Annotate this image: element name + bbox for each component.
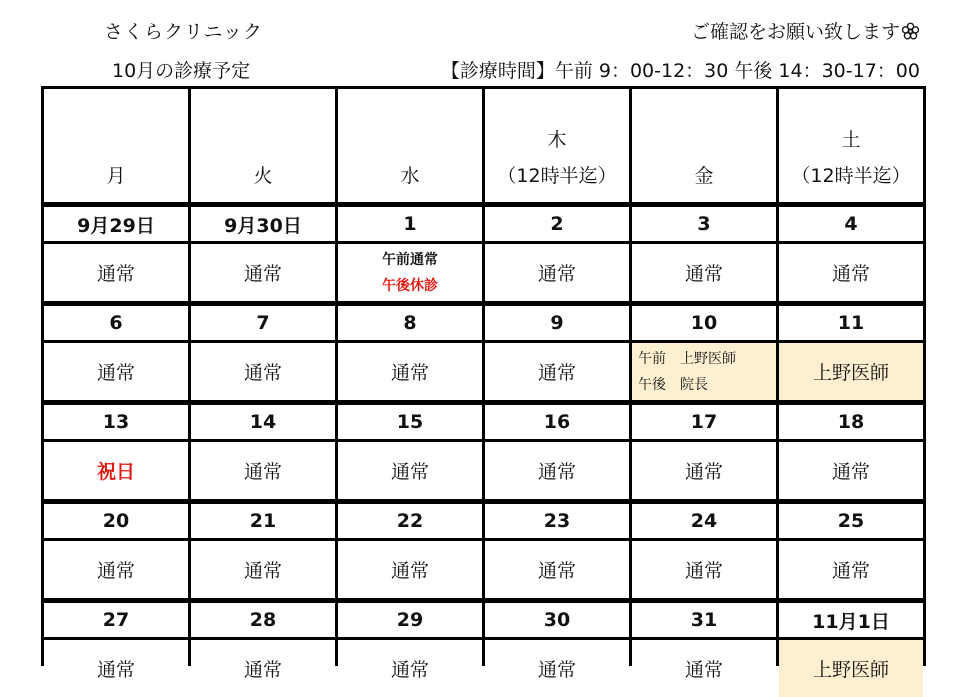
day-header-fri bbox=[632, 89, 776, 202]
status-cell: 通常 bbox=[485, 541, 629, 598]
day-name: 月 bbox=[106, 165, 126, 187]
date-cell: 13 bbox=[44, 405, 188, 439]
day-name: 土 bbox=[841, 129, 861, 151]
day-name: 金 bbox=[694, 165, 714, 187]
day-note: （12時半迄） bbox=[497, 165, 617, 187]
status-cell: 通常 bbox=[44, 244, 188, 301]
status-cell: 通常 bbox=[779, 541, 923, 598]
day-name: 木 bbox=[547, 129, 567, 151]
status-cell-split bbox=[338, 244, 482, 301]
date-cell: 7 bbox=[191, 306, 335, 340]
date-cell: 17 bbox=[632, 405, 776, 439]
date-cell: 4 bbox=[779, 207, 923, 241]
date-cell: 6 bbox=[44, 306, 188, 340]
clinic-name: さくらクリニック bbox=[104, 21, 263, 43]
pm-doctor: 午後 院長 bbox=[638, 376, 708, 393]
day-name: 火 bbox=[253, 165, 273, 187]
date-cell: 20 bbox=[44, 504, 188, 538]
date-cell: 9月30日 bbox=[191, 207, 335, 241]
day-name: 水 bbox=[400, 165, 420, 187]
flower-icon bbox=[901, 22, 920, 41]
date-cell: 18 bbox=[779, 405, 923, 439]
status-cell: 通常 bbox=[632, 244, 776, 301]
status-cell: 通常 bbox=[44, 640, 188, 697]
status-cell: 通常 bbox=[485, 640, 629, 697]
date-cell: 9月29日 bbox=[44, 207, 188, 241]
day-header-tue bbox=[191, 89, 335, 202]
date-cell: 8 bbox=[338, 306, 482, 340]
date-cell: 25 bbox=[779, 504, 923, 538]
date-cell: 28 bbox=[191, 603, 335, 637]
date-cell: 23 bbox=[485, 504, 629, 538]
date-cell: 27 bbox=[44, 603, 188, 637]
schedule-title: 10月の診療予定 bbox=[112, 60, 251, 82]
date-cell: 31 bbox=[632, 603, 776, 637]
day-note: （12時半迄） bbox=[791, 165, 911, 187]
clinic-hours: 【診療時間】午前 9：00-12：30 午後 14：30-17：00 bbox=[440, 60, 920, 82]
status-cell: 通常 bbox=[338, 640, 482, 697]
status-cell: 通常 bbox=[191, 442, 335, 499]
date-cell: 21 bbox=[191, 504, 335, 538]
am-doctor: 午前 上野医師 bbox=[638, 350, 736, 367]
status-cell: 通常 bbox=[191, 343, 335, 400]
status-cell: 通常 bbox=[632, 541, 776, 598]
status-cell: 通常 bbox=[338, 442, 482, 499]
holiday-status: 祝日 bbox=[44, 442, 188, 499]
status-cell-split bbox=[632, 343, 776, 400]
date-cell: 11月1日 bbox=[779, 603, 923, 637]
status-cell: 通常 bbox=[338, 343, 482, 400]
status-cell-highlight: 上野医師 bbox=[779, 640, 923, 697]
confirm-notice bbox=[691, 17, 920, 44]
pm-closed-status: 午後休診 bbox=[382, 277, 438, 294]
day-header-thu bbox=[485, 89, 629, 202]
date-cell: 1 bbox=[338, 207, 482, 241]
date-cell: 2 bbox=[485, 207, 629, 241]
status-cell: 通常 bbox=[44, 541, 188, 598]
status-cell: 通常 bbox=[632, 640, 776, 697]
date-cell: 3 bbox=[632, 207, 776, 241]
status-cell: 通常 bbox=[191, 640, 335, 697]
status-cell: 通常 bbox=[44, 343, 188, 400]
date-cell: 16 bbox=[485, 405, 629, 439]
date-cell: 14 bbox=[191, 405, 335, 439]
date-cell: 9 bbox=[485, 306, 629, 340]
status-cell: 通常 bbox=[191, 541, 335, 598]
date-cell: 22 bbox=[338, 504, 482, 538]
date-cell: 24 bbox=[632, 504, 776, 538]
date-cell: 29 bbox=[338, 603, 482, 637]
status-cell: 通常 bbox=[191, 244, 335, 301]
status-cell-highlight: 上野医師 bbox=[779, 343, 923, 400]
am-status: 午前通常 bbox=[382, 251, 438, 268]
day-header-wed bbox=[338, 89, 482, 202]
date-cell: 10 bbox=[632, 306, 776, 340]
status-cell: 通常 bbox=[485, 343, 629, 400]
date-cell: 15 bbox=[338, 405, 482, 439]
date-cell: 30 bbox=[485, 603, 629, 637]
status-cell: 通常 bbox=[779, 244, 923, 301]
status-cell: 通常 bbox=[338, 541, 482, 598]
day-header-sat bbox=[779, 89, 923, 202]
status-cell: 通常 bbox=[485, 442, 629, 499]
status-cell: 通常 bbox=[779, 442, 923, 499]
status-cell: 通常 bbox=[632, 442, 776, 499]
confirm-text: ご確認をお願い致します bbox=[690, 21, 900, 43]
status-cell: 通常 bbox=[485, 244, 629, 301]
day-header-mon bbox=[44, 89, 188, 202]
calendar-grid bbox=[41, 86, 926, 681]
date-cell: 11 bbox=[779, 306, 923, 340]
